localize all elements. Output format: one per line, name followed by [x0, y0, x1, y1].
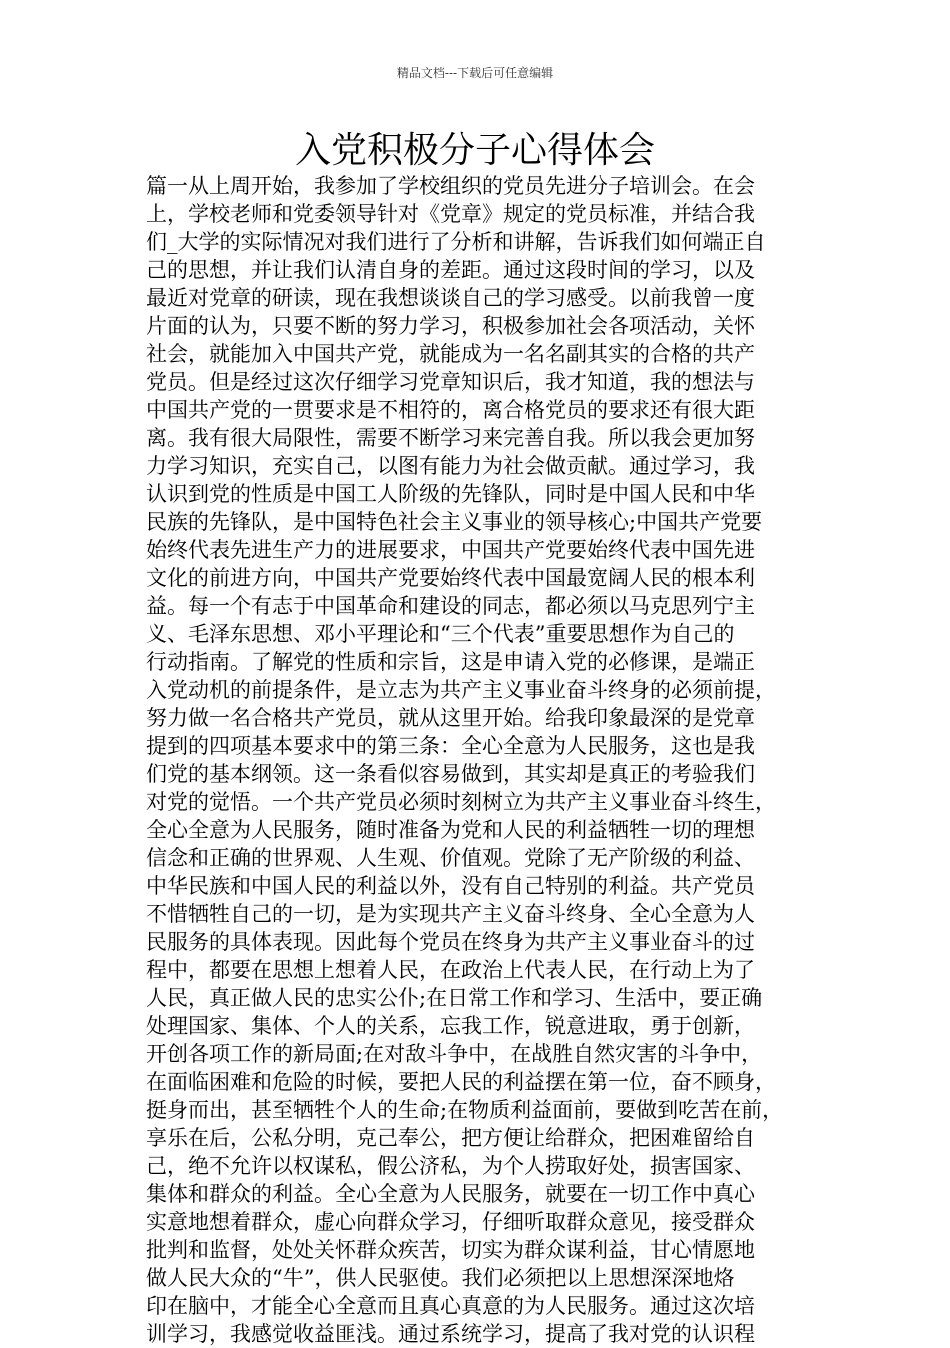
- body-line: 篇一从上周开始，我参加了学校组织的党员先进分子培训会。在会: [146, 174, 755, 198]
- body-line: 民族的先锋队，是中国特色社会主义事业的领导核心;中国共产党要: [146, 510, 763, 534]
- body-line: 享乐在后，公私分明，克己奉公，把方便让给群众，把困难留给自: [146, 1126, 755, 1150]
- body-line: 离。我有很大局限性，需要不断学习来完善自我。所以我会更加努: [146, 426, 755, 450]
- body-line: 人民，真正做人民的忠实公仆;在日常工作和学习、生活中，要正确: [146, 986, 763, 1010]
- body-line: 片面的认为，只要不断的努力学习，积极参加社会各项活动，关怀: [146, 314, 755, 338]
- body-line: 全心全意为人民服务，随时准备为党和人民的利益牺牲一切的理想: [146, 818, 755, 842]
- body-line: 社会，就能加入中国共产党，就能成为一名名副其实的合格的共产: [146, 342, 755, 366]
- body-line: 处理国家、集体、个人的关系，忘我工作，锐意进取，勇于创新，: [146, 1014, 755, 1038]
- body-line: 力学习知识，充实自己，以图有能力为社会做贡献。通过学习，我: [146, 454, 755, 478]
- body-line: 挺身而出，甚至牺牲个人的生命;在物质利益面前，要做到吃苦在前，: [146, 1098, 784, 1122]
- body-line: 始终代表先进生产力的进展要求，中国共产党要始终代表中国先进: [146, 538, 755, 562]
- body-line: 批判和监督，处处关怀群众疾苦，切实为群众谋利益，甘心情愿地: [146, 1238, 755, 1262]
- body-line: 们党的基本纲领。这一条看似容易做到，其实却是真正的考验我们: [146, 762, 755, 786]
- body-line: 益。每一个有志于中国革命和建设的同志，都必须以马克思列宁主: [146, 594, 755, 618]
- body-line: 入党动机的前提条件，是立志为共产主义事业奋斗终身的必须前提，: [146, 678, 776, 702]
- body-line: 行动指南。了解党的性质和宗旨，这是申请入党的必修课，是端正: [146, 650, 755, 674]
- body-line: 上，学校老师和党委领导针对《党章》规定的党员标准，并结合我: [146, 202, 755, 226]
- body-line: 训学习，我感觉收益匪浅。通过系统学习，提高了我对党的认识程: [146, 1322, 755, 1346]
- body-line: 中华民族和中国人民的利益以外，没有自己特别的利益。共产党员: [146, 874, 755, 898]
- page-header: 精品文档---下载后可任意编辑: [396, 66, 554, 80]
- body-line: 集体和群众的利益。全心全意为人民服务，就要在一切工作中真心: [146, 1182, 755, 1206]
- body-line: 己的思想，并让我们认清自身的差距。通过这段时间的学习，以及: [146, 258, 755, 282]
- body-line: 程中，都要在思想上想着人民，在政治上代表人民，在行动上为了: [146, 958, 755, 982]
- body-line: 提到的四项基本要求中的第三条：全心全意为人民服务，这也是我: [146, 734, 755, 758]
- body-line: 努力做一名合格共产党员，就从这里开始。给我印象最深的是党章: [146, 706, 755, 730]
- body-line: 对党的觉悟。一个共产党员必须时刻树立为共产主义事业奋斗终生，: [146, 790, 776, 814]
- body-line: 最近对党章的研读，现在我想谈谈自己的学习感受。以前我曾一度: [146, 286, 755, 310]
- body-line: 信念和正确的世界观、人生观、价值观。党除了无产阶级的利益、: [146, 846, 755, 870]
- body-text: [146, 172, 814, 1348]
- body-line: 不惜牺牲自己的一切，是为实现共产主义奋斗终身、全心全意为人: [146, 902, 755, 926]
- body-line: 文化的前进方向，中国共产党要始终代表中国最宽阔人民的根本利: [146, 566, 755, 590]
- body-line: 开创各项工作的新局面;在对敌斗争中，在战胜自然灾害的斗争中，: [146, 1042, 763, 1066]
- body-line: 中国共产党的一贯要求是不相符的，离合格党员的要求还有很大距: [146, 398, 755, 422]
- body-line: 们_大学的实际情况对我们进行了分析和讲解，告诉我们如何端正自: [146, 230, 766, 254]
- body-line: 印在脑中，才能全心全意而且真心真意的为人民服务。通过这次培: [146, 1294, 755, 1318]
- body-line: 实意地想着群众，虚心向群众学习，仔细听取群众意见，接受群众: [146, 1210, 755, 1234]
- body-line: 认识到党的性质是中国工人阶级的先锋队，同时是中国人民和中华: [146, 482, 755, 506]
- body-line: 民服务的具体表现。因此每个党员在终身为共产主义事业奋斗的过: [146, 930, 755, 954]
- body-line: 党员。但是经过这次仔细学习党章知识后，我才知道，我的想法与: [146, 370, 755, 394]
- body-line: 做人民大众的“牛”，供人民驱使。我们必须把以上思想深深地烙: [146, 1266, 735, 1290]
- body-line: 在面临困难和危险的时候，要把人民的利益摆在第一位，奋不顾身，: [146, 1070, 776, 1094]
- body-line: 义、毛泽东思想、邓小平理论和“三个代表”重要思想作为自己的: [146, 622, 735, 646]
- body-line: 己，绝不允许以权谋私，假公济私，为个人捞取好处，损害国家、: [146, 1154, 755, 1178]
- document-title: 入党积极分子心得体会: [294, 130, 655, 171]
